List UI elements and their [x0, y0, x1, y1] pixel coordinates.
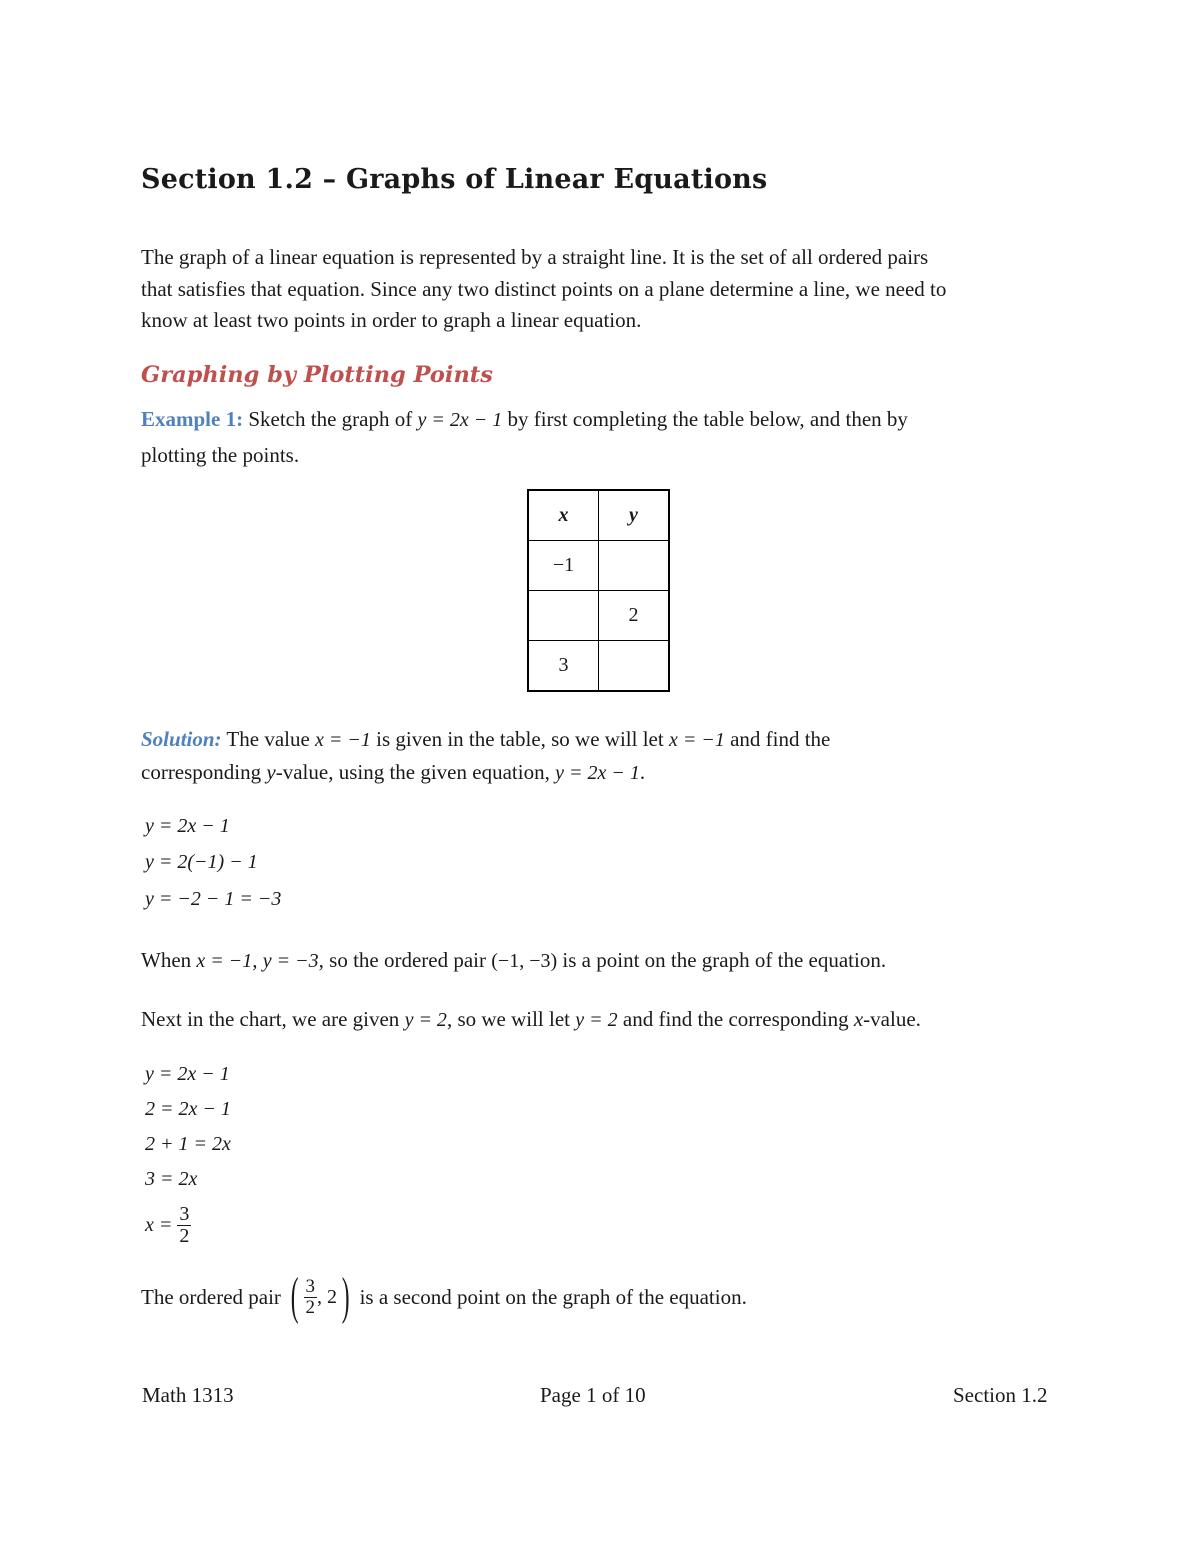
xy-table	[527, 489, 670, 692]
x-fraction-line	[145, 1204, 191, 1247]
solution-text: corresponding	[141, 760, 267, 784]
example-line-1	[141, 404, 908, 437]
pair2-text: is a second point on the graph of the equation.	[354, 1285, 747, 1310]
solution-equation: x = −1	[315, 729, 371, 751]
solution-text: The value	[221, 727, 316, 751]
solution-equation: x = −1	[668, 729, 725, 751]
table-row	[528, 591, 669, 641]
step2-line: 3 = 2x	[145, 1168, 198, 1190]
table-cell: 3	[528, 641, 599, 692]
pair2-fraction	[304, 1277, 318, 1318]
table-cell	[528, 591, 599, 641]
table-row	[528, 541, 669, 591]
footer-page-number: Page 1 of 10	[540, 1383, 646, 1407]
next-text: , so we will let	[446, 1007, 576, 1031]
intro-line-3: know at least two points in order to graph a linear equation.	[141, 308, 642, 332]
step1-line: y = 2x − 1	[145, 815, 230, 837]
table-cell	[599, 541, 670, 591]
example-label: Example 1:	[141, 407, 244, 431]
example-equation: y = 2x − 1	[417, 409, 503, 431]
when-line	[141, 945, 886, 978]
step2-line: 2 = 2x − 1	[145, 1098, 231, 1120]
ordered-pair: (−1, −3)	[491, 950, 558, 972]
next-text: Next in the chart, we are given	[141, 1007, 405, 1031]
step2-line: 2 + 1 = 2x	[145, 1133, 231, 1155]
next-text: and find the corresponding	[617, 1007, 854, 1031]
table-cell	[599, 641, 670, 692]
next-equation: y = 2	[404, 1009, 447, 1031]
next-equation: y = 2	[575, 1009, 618, 1031]
footer-section: Section 1.2	[953, 1383, 1048, 1407]
table-cell: −1	[528, 541, 599, 591]
right-paren: )	[341, 1268, 350, 1326]
step1-line: y = 2(−1) − 1	[145, 851, 258, 873]
next-line	[141, 1004, 921, 1037]
pair2-line	[141, 1262, 747, 1330]
fraction-denominator: 2	[179, 1225, 190, 1247]
when-text: is a point on the graph of the equation.	[557, 948, 887, 972]
table-header-x: x	[528, 490, 599, 541]
variable-x: x	[853, 1007, 864, 1031]
solution-text: .	[639, 760, 646, 784]
solution-label: Solution:	[141, 727, 222, 751]
table-header-y: y	[599, 490, 670, 541]
section-subheading: Graphing by Plotting Points	[141, 362, 493, 388]
solution-equation: y = 2x − 1	[555, 762, 640, 784]
solution-text: -value, using the given equation,	[275, 760, 556, 784]
when-text: ,	[252, 948, 263, 972]
next-text: -value.	[863, 1007, 921, 1031]
solution-line-2	[141, 757, 645, 790]
when-text: When	[141, 948, 197, 972]
x-fraction	[177, 1204, 191, 1247]
pair2-second-coordinate: , 2	[317, 1286, 338, 1309]
x-fraction-lhs: x =	[145, 1214, 173, 1236]
step1-line: y = −2 − 1 = −3	[145, 888, 282, 910]
fraction-numerator: 3	[305, 1275, 316, 1297]
table-row	[528, 641, 669, 692]
fraction-denominator: 2	[305, 1296, 316, 1318]
fraction-numerator: 3	[179, 1203, 190, 1225]
solution-line-1	[141, 724, 830, 757]
intro-line-2: that satisfies that equation. Since any two distinct points on a plane determine a line, we need to	[141, 277, 947, 301]
when-equation: x = −1	[196, 950, 253, 972]
variable-y: y	[266, 760, 276, 784]
pair2-text: The ordered pair	[141, 1285, 287, 1310]
example-line-2: plotting the points.	[141, 443, 300, 467]
solution-text: and find the	[724, 727, 831, 751]
step2-line: y = 2x − 1	[145, 1063, 230, 1085]
when-text: , so the ordered pair	[318, 948, 492, 972]
intro-line-1: The graph of a linear equation is represented by a straight line. It is the set of all ordered pairs	[141, 245, 929, 269]
solution-text: is given in the table, so we will let	[370, 727, 669, 751]
footer-course: Math 1313	[142, 1383, 234, 1407]
table-header-row	[528, 490, 669, 541]
page-title: Section 1.2 – Graphs of Linear Equations	[141, 164, 768, 195]
example-text-b: by first completing the table below, and then by	[502, 407, 908, 431]
when-equation: y = −3	[262, 950, 319, 972]
left-paren: (	[290, 1268, 299, 1326]
example-text-a: Sketch the graph of	[243, 407, 418, 431]
table-cell: 2	[599, 591, 670, 641]
